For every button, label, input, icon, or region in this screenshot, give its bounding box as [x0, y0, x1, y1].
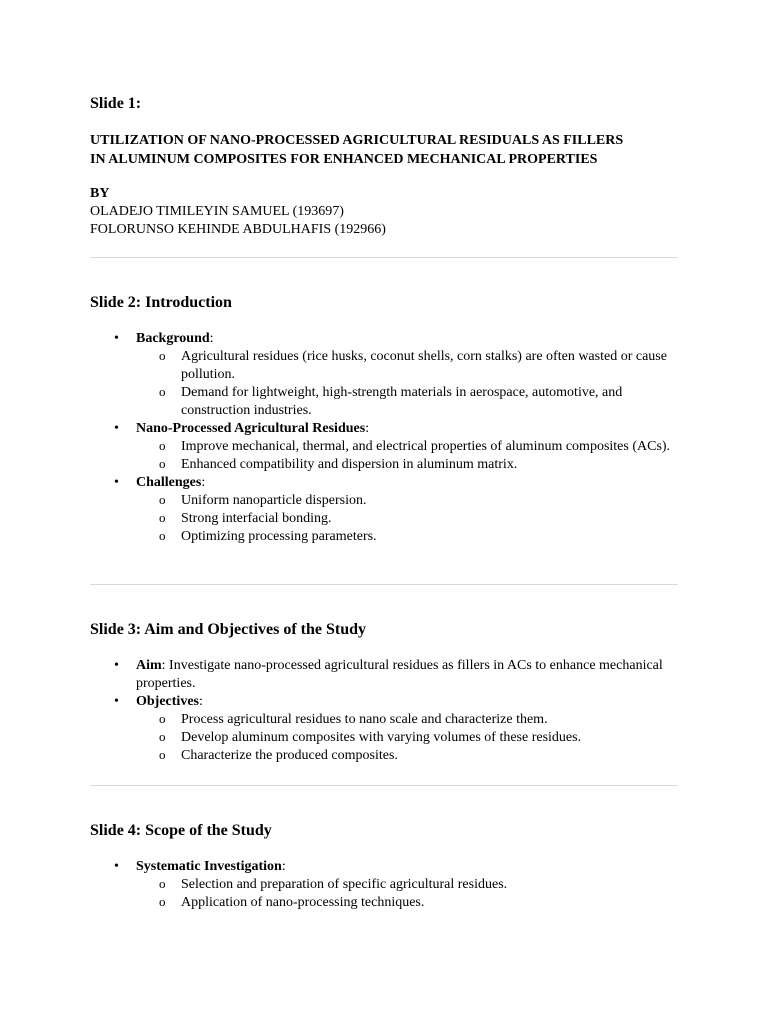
list-item [90, 420, 680, 474]
bullet-icon: • [114, 658, 119, 673]
circle-bullet-icon: o [159, 456, 166, 471]
slide-1 [90, 94, 680, 239]
sub-list-item [136, 528, 680, 546]
slide-4 [90, 821, 680, 912]
sub-list-item [136, 747, 680, 765]
slide-2 [90, 293, 680, 546]
slide-4-list [90, 858, 680, 912]
author-2: FOLORUNSO KEHINDE ABDULHAFIS (192966) [90, 222, 386, 237]
circle-bullet-icon: o [159, 729, 166, 744]
sub-list-item [136, 384, 680, 420]
sub-list [136, 711, 680, 765]
circle-bullet-icon: o [159, 747, 166, 762]
sub-list-item [136, 729, 680, 747]
list-item [90, 858, 680, 912]
bullet-icon: • [114, 421, 119, 436]
circle-bullet-icon: o [159, 438, 166, 453]
sub-list [136, 438, 680, 474]
sub-list-item [136, 438, 680, 456]
list-item [90, 657, 680, 693]
circle-bullet-icon: o [159, 348, 166, 363]
circle-bullet-icon: o [159, 492, 166, 507]
objectives-suffix: : [198, 694, 203, 709]
slide-2-list [90, 330, 680, 546]
circle-bullet-icon: o [159, 384, 166, 399]
circle-bullet-icon: o [159, 510, 166, 525]
circle-bullet-icon: o [159, 711, 166, 726]
sub-list-item [136, 492, 680, 510]
by-label: BY [90, 186, 110, 201]
list-item [90, 474, 680, 546]
sub-item-text: Characterize the produced composites. [181, 748, 398, 763]
sub-list-item [136, 348, 680, 384]
separator-1 [90, 257, 680, 258]
list-item [90, 693, 680, 765]
circle-bullet-icon: o [159, 876, 166, 891]
bullet-icon: • [114, 475, 119, 490]
slide-1-title-line-1: UTILIZATION OF NANO-PROCESSED AGRICULTURAL RESIDUALS AS FILLERS [90, 133, 624, 148]
slide-3-list [90, 657, 680, 765]
list-item [90, 330, 680, 420]
aim-text: : Investigate nano-processed agricultural residues as fillers in ACs to enhance mechanical properties. [136, 658, 663, 691]
sub-list-item [136, 876, 680, 894]
slide-3 [90, 620, 680, 765]
sub-list [136, 492, 680, 546]
sub-item-text: Process agricultural residues to nano scale and characterize them. [181, 712, 548, 727]
item-suffix: : [201, 475, 206, 490]
sub-item-text: Enhanced compatibility and dispersion in aluminum matrix. [181, 457, 518, 472]
bullet-icon: • [114, 331, 119, 346]
sub-item-text: Develop aluminum composites with varying volumes of these residues. [181, 730, 582, 745]
author-1: OLADEJO TIMILEYIN SAMUEL (193697) [90, 204, 344, 219]
circle-bullet-icon: o [159, 894, 166, 909]
item-suffix: : [365, 421, 370, 436]
separator-3 [90, 785, 680, 786]
item-suffix: : [281, 859, 286, 874]
sub-item-text: Improve mechanical, thermal, and electrical properties of aluminum composites (ACs). [181, 439, 671, 454]
sub-list-item [136, 894, 680, 912]
separator-2 [90, 584, 680, 585]
item-label: Background [136, 331, 210, 346]
bullet-icon: • [114, 694, 119, 709]
sub-item-text: Optimizing processing parameters. [181, 529, 377, 544]
sub-item-text: Strong interfacial bonding. [181, 511, 332, 526]
item-suffix: : [209, 331, 214, 346]
sub-list-item [136, 711, 680, 729]
sub-list [136, 348, 680, 420]
slide-2-heading: Slide 2: Introduction [90, 294, 232, 311]
sub-list [136, 876, 680, 912]
sub-item-text: Agricultural residues (rice husks, coconut shells, corn stalks) are often wasted or cause pollution. [181, 349, 667, 382]
item-label: Challenges [136, 475, 202, 490]
item-label: Systematic Investigation [136, 859, 282, 874]
slide-1-heading: Slide 1: [90, 95, 142, 112]
objectives-label: Objectives [136, 694, 199, 709]
slide-1-title-line-2: IN ALUMINUM COMPOSITES FOR ENHANCED MECHANICAL PROPERTIES [90, 152, 598, 167]
slide-1-title [90, 131, 680, 169]
sub-item-text: Uniform nanoparticle dispersion. [181, 493, 367, 508]
sub-item-text: Application of nano-processing techniques. [181, 895, 425, 910]
slide-4-heading: Slide 4: Scope of the Study [90, 822, 272, 839]
slide-3-heading: Slide 3: Aim and Objectives of the Study [90, 621, 367, 638]
sub-item-text: Demand for lightweight, high-strength materials in aerospace, automotive, and construction industries. [181, 385, 623, 418]
circle-bullet-icon: o [159, 528, 166, 543]
sub-list-item [136, 456, 680, 474]
sub-item-text: Selection and preparation of specific agricultural residues. [181, 877, 508, 892]
bullet-icon: • [114, 859, 119, 874]
aim-label: Aim [136, 658, 162, 673]
sub-list-item [136, 510, 680, 528]
item-label: Nano-Processed Agricultural Residues [136, 421, 366, 436]
